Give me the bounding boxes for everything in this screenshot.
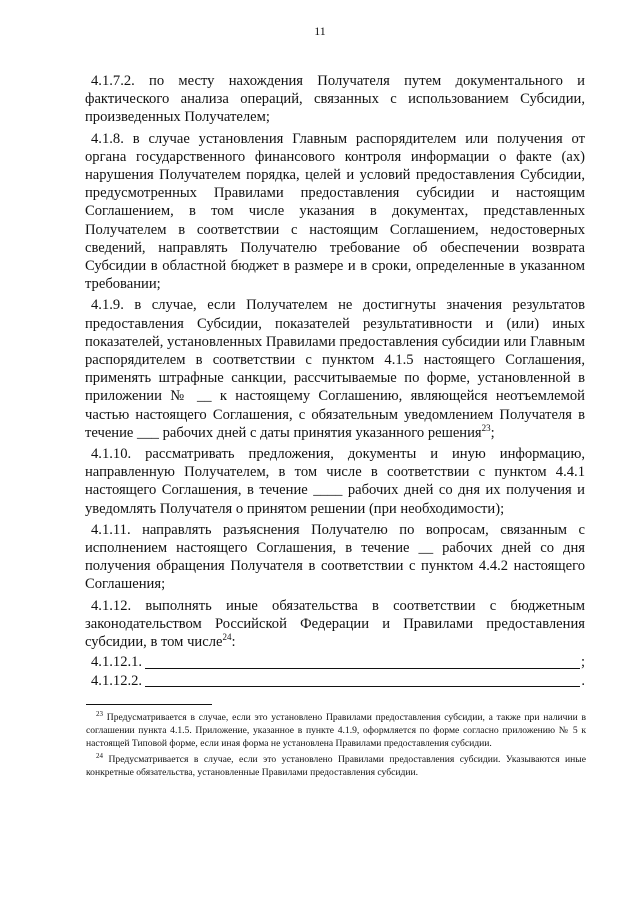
paragraph-4-1-9	[85, 296, 585, 442]
footnotes	[86, 709, 587, 784]
footnote-23	[86, 709, 587, 750]
blank-line	[145, 673, 580, 687]
paragraph-4-1-11: 4.1.11. направлять разъяснения Получателю по вопросам, связанным с исполнением настоящего Соглашения, в течение __ рабочих дней со дня получения обращения Получателя в соответствии с пунктом 4.4.2 настоящего Соглашения;	[85, 521, 585, 593]
paragraph-4-1-9-text: 4.1.9. в случае, если Получателем не достигнуты значения результатов предоставления Субсидии, показателей результативности и (или) иных показателей, установленных Правилами предоставления субсидии или Главным распорядителем в соответствии с пунктом 4.1.5 настоящего Соглашения, применять штрафные санкции, рассчитываемые по форме, установленной в приложении № __ к настоящему Соглашению, являющейся неотъемлемой частью настоящего Соглашения, с обязательным уведомлением Получателя в течение ___ рабочих дней с даты принятия указанного решения	[85, 297, 585, 441]
footnote-24	[86, 754, 586, 780]
item-4-1-12-1-end: ;	[580, 654, 585, 671]
page-number: 11	[314, 24, 326, 38]
footnote-number: 24	[96, 752, 103, 761]
paragraph-4-1-12-end: :	[231, 634, 236, 651]
paragraph-4-1-8: 4.1.8. в случае установления Главным распорядителем или получения от органа государственного финансового контроля информации о факте (ах) нарушения Получателем порядка, целей и условий предоставления Субсидии, предусмотренных Правилами предоставления субсидии и настоящим Соглашением, в том числе указания в документах, представленных Получателем в соответствии с настоящим Соглашением, недостоверных сведений, направлять Получателю требование об обеспечении возврата Субсидии в областной бюджет в размере и в сроки, определенные в указанном требовании;	[85, 130, 585, 293]
footnote-text: Предусматривается в случае, если это установлено Правилами предоставления субсидии, а также при наличии в соглашении пункта 4.1.5. Приложение, указанное в пункте 4.1.9, оформляется по форме согласно приложению № 5 к настоящей Типовой форме, если иная форма не установлена Правилами предоставления субсидии.	[86, 712, 587, 749]
paragraph-4-1-7-2: 4.1.7.2. по месту нахождения Получателя путем документального и фактического анализа операций, связанных с использованием Субсидии, произведенных Получателем;	[85, 73, 585, 126]
paragraph-4-1-12	[85, 597, 585, 652]
paragraph-4-1-12-text: 4.1.12. выполнять иные обязательства в соответствии с бюджетным законодательством Российской Федерации и Правилами предоставления субсидии, в том числе	[85, 597, 585, 651]
footnote-ref-24: 24	[222, 632, 232, 643]
blank-line	[145, 655, 580, 669]
item-4-1-12-2-label: 4.1.12.2.	[91, 672, 143, 689]
paragraph-4-1-10: 4.1.10. рассматривать предложения, документы и иную информацию, направленную Получателем, в том числе в соответствии с пунктом 4.4.1 настоящего Соглашения, в течение ____ рабочих дней со дня их получения и уведомлять Получателя о принятом решении (при необходимости);	[85, 446, 585, 517]
footnote-ref-23: 23	[481, 423, 491, 433]
item-4-1-12-1-label: 4.1.12.1.	[91, 654, 143, 671]
footnote-number: 23	[96, 709, 103, 718]
item-4-1-12-2-end: .	[581, 672, 585, 689]
footnote-text: Предусматривается в случае, если это установлено Правилами предоставления субсидии. Указываются иные конкретные обязательства, установленные Правилами предоставления субсидии.	[86, 754, 586, 779]
item-4-1-12-1	[85, 653, 585, 671]
paragraph-4-1-9-end: ;	[490, 424, 495, 441]
footnote-separator	[86, 704, 212, 705]
document-body	[85, 72, 585, 690]
item-4-1-12-2	[85, 672, 585, 690]
